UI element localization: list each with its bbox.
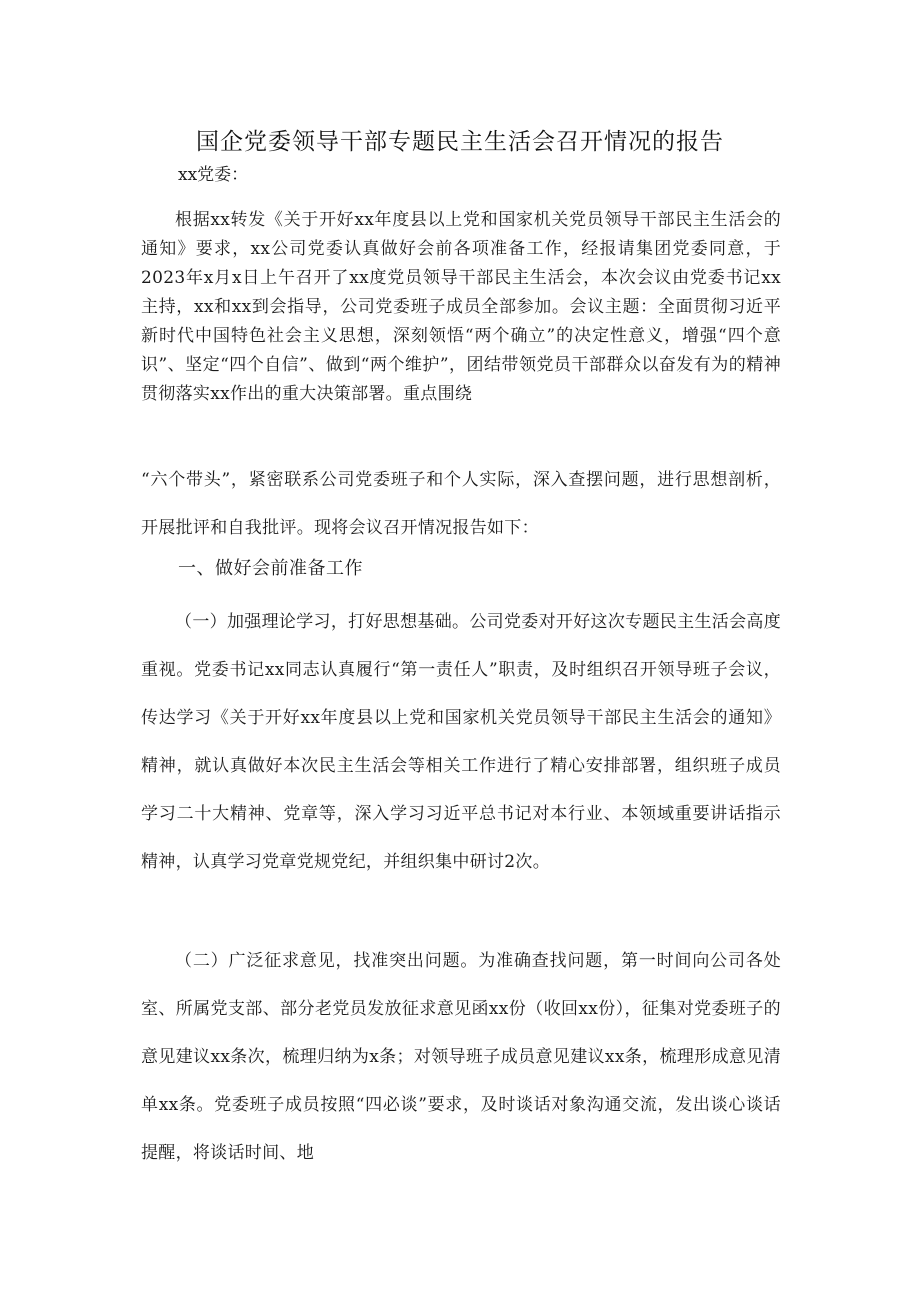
section-heading-preparation: 一、做好会前准备工作	[178, 558, 363, 579]
paragraph-intro: 根据xx转发《关于开好xx年度县以上党和国家机关党员领导干部民主生活会的通知》要求，xx公司党委认真做好会前各项准备工作，经报请集团党委同意，于2023年x月x日上午召开了xx度党员领导干部民主生活会，本次会议由党委书记xx主持，xx和xx到会指导，公司党委班子成员全部参加。会议主题：全面贯彻习近平新时代中国特色社会主义思想，深刻领悟“两个确立”的决定性意义，增强“四个意识”、坚定“四个自信”、做到“两个维护”，团结带领党员干部群众以奋发有为的精神贯彻落实xx作出的重大决策部署。重点围绕	[141, 210, 781, 404]
paragraph-soliciting-opinions: （二）广泛征求意见，找准突出问题。为准确查找问题，第一时间向公司各处室、所属党支部、部分老党员发放征求意见函xx份（收回xx份），征集对党委班子的意见建议xx条次，梳理归纳为x条；对领导班子成员意见建议xx条，梳理形成意见清单xx条。党委班子成员按照“四必谈”要求，及时谈话对象沟通交流，发出谈心谈话提醒，将谈话时间、地	[141, 951, 781, 1163]
salutation: xx党委：	[178, 165, 249, 185]
document-title: 国企党委领导干部专题民主生活会召开情况的报告	[196, 129, 724, 155]
paragraph-theory-study: （一）加强理论学习，打好思想基础。公司党委对开好这次专题民主生活会高度重视。党委书记xx同志认真履行“第一责任人”职责，及时组织召开领导班子会议，传达学习《关于开好xx年度县以上党和国家机关党员领导干部民主生活会的通知》精神，就认真做好本次民主生活会等相关工作进行了精心安排部署，组织班子成员学习二十大精神、党章等，深入学习习近平总书记对本行业、本领域重要讲话指示精神，认真学习党章党规党纪，并组织集中研讨2次。	[141, 612, 781, 872]
paragraph-intro-continued: “六个带头”，紧密联系公司党委班子和个人实际，深入查摆问题，进行思想剖析，开展批评和自我批评。现将会议召开情况报告如下：	[141, 470, 781, 538]
